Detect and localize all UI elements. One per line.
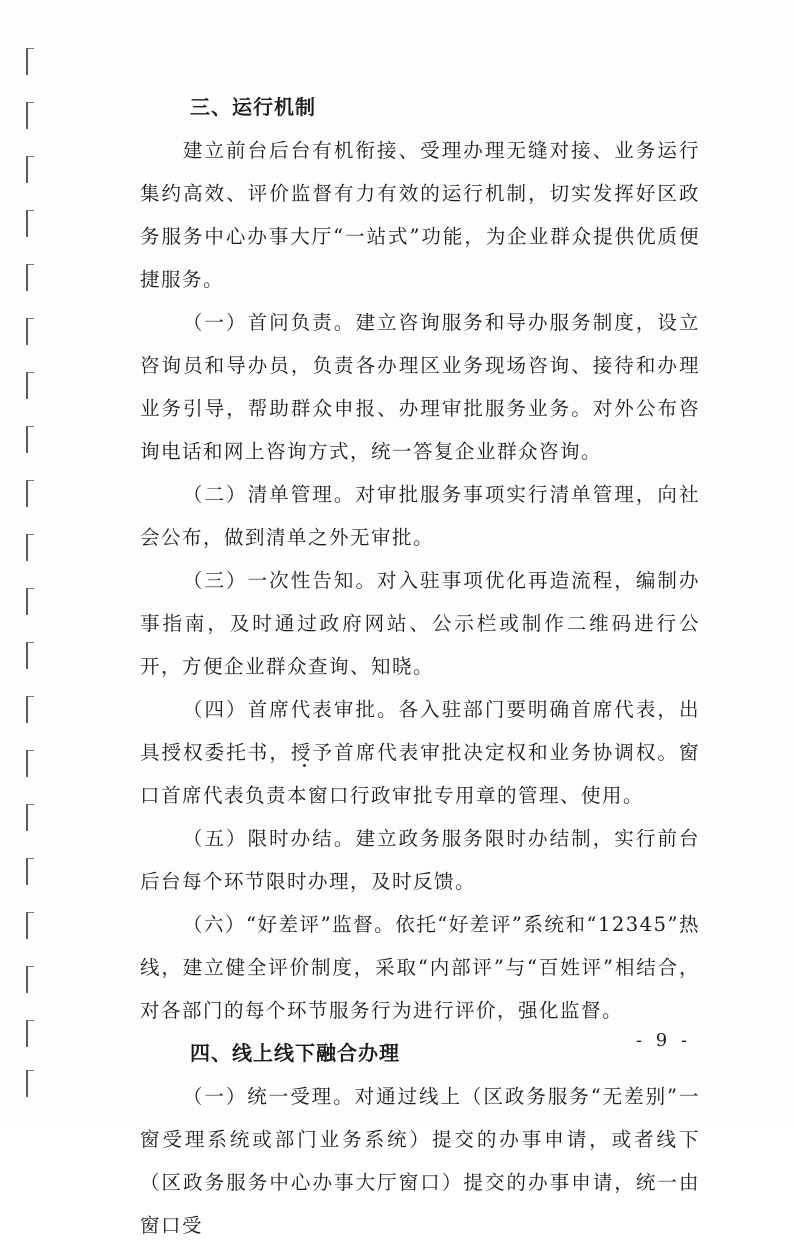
binding-hole-mark — [26, 480, 34, 507]
item-text: 依托“好差评”系统和“12345”热线，建立健全评价制度，采取“内部评”与“百姓评”相结合，对各部门的每个环节服务行为进行评价，强化监督。 — [140, 913, 700, 1022]
binding-hole-mark — [26, 966, 34, 993]
binding-hole-mark — [26, 156, 34, 183]
item-text: 建立咨询服务和导办服务制度，设立咨询员和导办员，负责各办理区业务现场咨询、接待和办理业务引导，帮助群众申报、办理审批服务业务。对外公布咨询电话和网上咨询方式，统一答复企业群众咨询。 — [140, 311, 700, 463]
document-body — [140, 86, 700, 1247]
list-item-paragraph — [140, 301, 700, 473]
binding-hole-mark — [26, 318, 34, 345]
binding-hole-mark — [26, 1070, 34, 1097]
item-lead: （二）清单管理。 — [182, 483, 356, 506]
item-lead: （一）首问负责。 — [182, 311, 356, 334]
list-item-paragraph — [140, 903, 700, 1032]
section-intro-paragraph: 建立前台后台有机衔接、受理办理无缝对接、业务运行集约高效、评价监督有力有效的运行机制，切实发挥好区政务服务中心办事大厅“一站式”功能，为企业群众提供优质便捷服务。 — [140, 139, 700, 291]
binding-hole-mark — [26, 210, 34, 237]
binding-hole-mark — [26, 1020, 34, 1047]
list-item-paragraph — [140, 817, 700, 903]
item-lead: （一）统一受理。 — [182, 1085, 355, 1108]
binding-hole-mark — [26, 264, 34, 291]
binding-hole-mark — [26, 372, 34, 399]
item-lead: （六）“好差评”监督。 — [182, 913, 396, 936]
item-text: 对审批服务事项实行清单管理，向社会公布，做到清单之外无审批。 — [140, 483, 700, 549]
binding-hole-mark — [26, 804, 34, 831]
item-text: 建立政务服务限时办结制，实行前台后台每个环节限时办理，及时反馈。 — [140, 827, 700, 893]
page-number: - 9 - — [636, 1030, 692, 1051]
list-item-paragraph — [140, 559, 700, 688]
binding-hole-mark — [26, 750, 34, 777]
binding-hole-mark — [26, 102, 34, 129]
binding-hole-mark — [26, 912, 34, 939]
item-lead: （五）限时办结。 — [182, 827, 356, 850]
list-item-paragraph — [140, 688, 700, 817]
item-lead: （三）一次性告知。 — [182, 569, 378, 592]
binding-hole-mark — [26, 588, 34, 615]
list-item-paragraph — [140, 473, 700, 559]
binding-hole-mark — [26, 858, 34, 885]
section-heading: 三、运行机制 — [190, 95, 316, 119]
item-text: 对通过线上（区政务服务“无差别”一窗受理系统或部门业务系统）提交的办事申请，或者线下（区政务服务中心办事大厅窗口）提交的办事申请，统一由窗口受 — [140, 1085, 700, 1237]
item-lead: （四）首席代表审批。 — [182, 698, 399, 721]
binding-marks — [22, 40, 42, 1100]
binding-hole-mark — [26, 534, 34, 561]
item-text: 对入驻事项优化再造流程，编制办事指南，及时通过政府网站、公示栏或制作二维码进行公开，方便企业群众查询、知晓。 — [140, 569, 700, 678]
binding-hole-mark — [26, 426, 34, 453]
binding-hole-mark — [26, 696, 34, 723]
binding-hole-mark — [26, 48, 34, 75]
section-heading: 四、线上线下融合办理 — [190, 1041, 400, 1065]
scan-speck — [303, 764, 306, 767]
binding-hole-mark — [26, 642, 34, 669]
item-text: 各入驻部门要明确首席代表，出具授权委托书，授予首席代表审批决定权和业务协调权。窗口首席代表负责本窗口行政审批专用章的管理、使用。 — [140, 698, 700, 807]
list-item-paragraph — [140, 1075, 700, 1247]
